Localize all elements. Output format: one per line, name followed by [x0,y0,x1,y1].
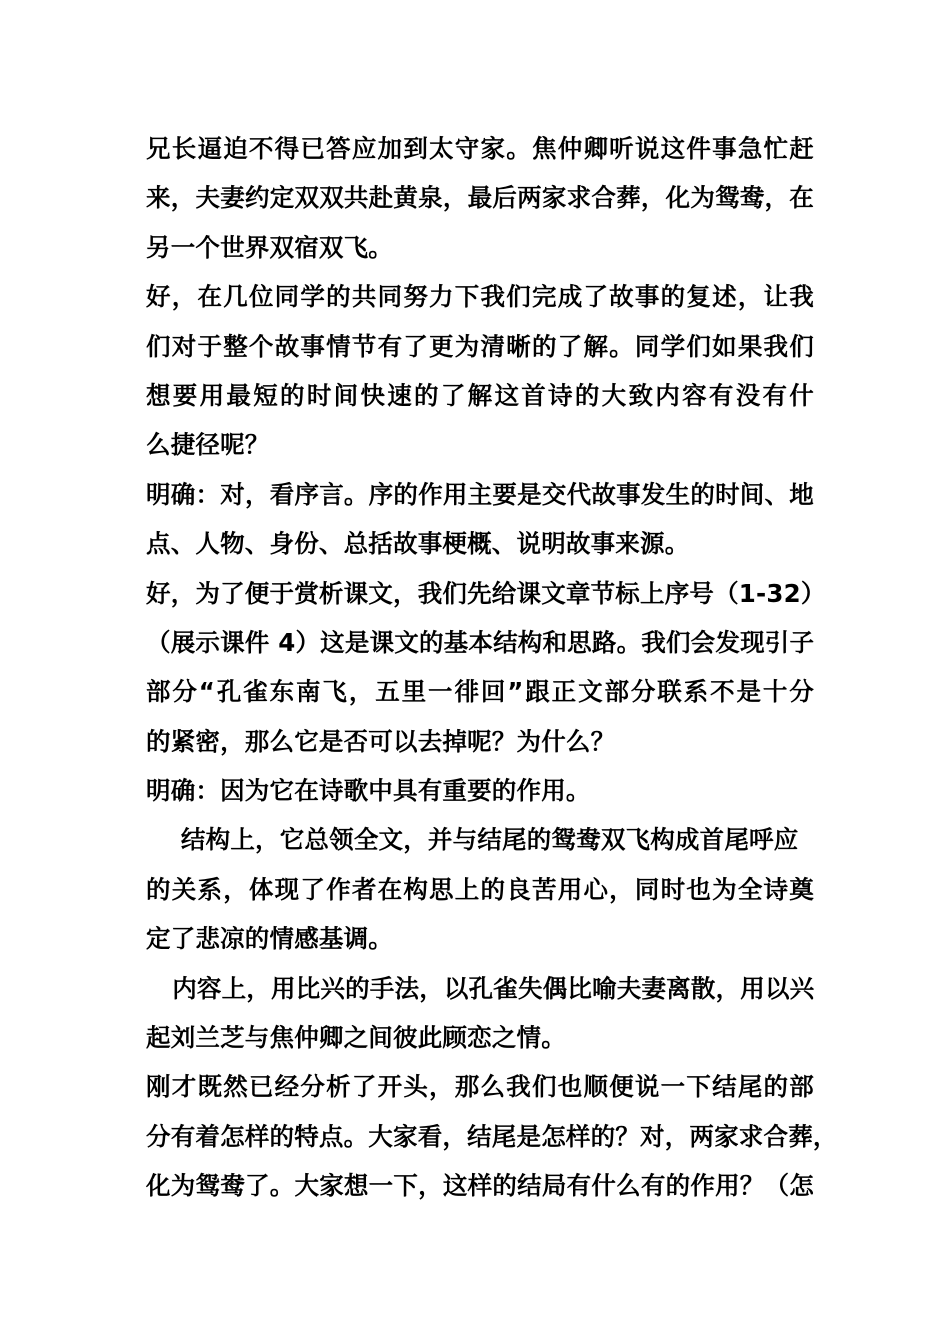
text-line: 明确：因为它在诗歌中具有重要的作用。 [146,776,591,806]
text-line: （展示课件 4）这是课文的基本结构和思路。我们会发现引子 [146,627,815,657]
text-line: 的关系，体现了作者在构思上的良苦用心，同时也为全诗奠 [146,874,814,904]
text-line: 明确：对，看序言。序的作用主要是交代故事发生的时间、地 [146,479,814,509]
text-line: 的紧密，那么它是否可以去掉呢？为什么？ [146,726,616,756]
text-line: 刚才既然已经分析了开头，那么我们也顺便说一下结尾的部 [146,1072,814,1102]
text-line: 想要用最短的时间快速的了解这首诗的大致内容有没有什 [146,380,814,410]
text-line: 结构上，它总领全文，并与结尾的鸳鸯双飞构成首尾呼应 [146,825,799,855]
text-line: 么捷径呢？ [146,430,270,460]
text-line: 起刘兰芝与焦仲卿之间彼此顾恋之情。 [146,1023,566,1053]
text-line: 们对于整个故事情节有了更为清晰的了解。同学们如果我们 [146,331,814,361]
text-line: 兄长逼迫不得已答应加到太守家。焦仲卿听说这件事急忙赶 [146,134,814,163]
text-line: 另一个世界双宿双飞。 [146,232,393,262]
text-line: 点、人物、身份、总括故事梗概、说明故事来源。 [146,529,690,559]
body-text [146,124,838,1211]
text-line: 定了悲凉的情感基调。 [146,924,393,954]
text-line: 好，为了便于赏析课文，我们先给课文章节标上序号（1-32） [146,578,826,608]
text-line: 好，在几位同学的共同努力下我们完成了故事的复述，让我 [146,282,814,312]
text-line: 化为鸳鸯了。大家想一下，这样的结局有什么有的作用？（怎 [146,1171,814,1201]
text-line: 内容上，用比兴的手法，以孔雀失偶比喻夫妻离散，用以兴 [146,973,815,1003]
text-line: 部分“孔雀东南飞，五里一徘回”跟正文部分联系不是十分 [146,677,814,707]
text-line: 分有着怎样的特点。大家看，结尾是怎样的？对，两家求合葬， [146,1121,838,1151]
text-line: 来，夫妻约定双双共赴黄泉，最后两家求合葬，化为鸳鸯，在 [146,183,814,213]
